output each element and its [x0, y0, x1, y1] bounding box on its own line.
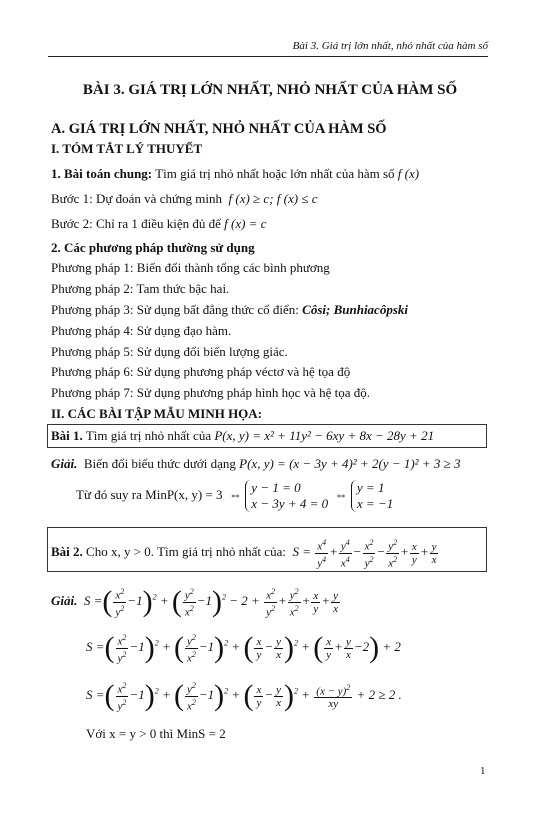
- exercise-2-expr: S = $\frac{x^4}{y^4}$ + $\frac{y^4}{x^4}$ − $\frac{x^2}{y^2}$ − $\frac{y^2}{x^2}$ + $\frac{x}{y}$ + $\frac{y}{x}$: [289, 538, 437, 570]
- method-2: Phương pháp 2: Tam thức bậc hai.: [51, 281, 230, 296]
- solution-2-expr-1: S =( $\frac{x^2}{y^2}$ −1)$^2$ + ( $\frac{y^2}{x^2}$ −1)$^2$ − 2 + $\frac{x^2}{y^2}$ + $\frac{y^2}{x^2}$ + $\frac{x}{y}$ + $\frac{y}{x}$: [80, 585, 338, 619]
- exercise-1-text: Tìm giá trị nhỏ nhất của: [85, 428, 212, 443]
- solution-2-line-1: [51, 586, 341, 618]
- exercise-2-text: Cho x, y > 0. Tìm giá trị nhỏ nhất của:: [86, 544, 286, 560]
- exercise-1-label: Bài 1.: [51, 428, 83, 443]
- step-2: [51, 216, 266, 232]
- solution-1-label: Giải.: [51, 456, 78, 471]
- conclusion-1-text: Từ đó suy ra MinP(x, y) = 3: [76, 486, 223, 502]
- solution-2-expr-2: S =( $\frac{x^2}{y^2}$ −1)$^2$ + ( $\frac{y^2}{x^2}$ −1)$^2$ + ( $\frac{x}{y}$ − $\frac{y}{x}$ )$^2$ + ( $\frac{x}{y}$ + $\frac{y}{x}$ −2) + 2: [86, 631, 401, 665]
- equation-system-2: [351, 480, 393, 512]
- method-1: Phương pháp 1: Biến đổi thành tổng các bình phương: [51, 260, 330, 275]
- method-4: Phương pháp 4: Sử dụng đạo hàm.: [51, 323, 232, 338]
- exercise-1-expr: P(x, y) = x² + 11y² − 6xy + 8x − 28y + 21: [214, 428, 435, 443]
- section-a-heading: A. GIÁ TRỊ LỚN NHẤT, NHỎ NHẤT CỦA HÀM SỐ: [51, 121, 387, 137]
- solution-2-line-2: [86, 632, 401, 664]
- method-3: [51, 302, 408, 318]
- system-2-eq-a: y = 1: [356, 480, 385, 495]
- step-1-text: Bước 1: Dự đoán và chứng minh: [51, 191, 222, 206]
- method-7: Phương pháp 7: Sử dụng phương pháp hình học và hệ tọa độ.: [51, 385, 371, 400]
- exercise-2: [51, 537, 439, 569]
- section-i-heading: I. TÓM TẮT LÝ THUYẾT: [51, 141, 203, 156]
- solution-2-line-3: [86, 680, 402, 712]
- exercise-1: [51, 428, 434, 444]
- step-1: [51, 191, 317, 207]
- problem-fx: f (x): [397, 166, 420, 181]
- header-divider: [48, 56, 488, 57]
- problem-statement: [51, 166, 419, 182]
- step-1-math: f (x) ≥ c; f (x) ≤ c: [228, 191, 318, 206]
- page-number: 1: [480, 765, 486, 777]
- solution-1: [51, 456, 461, 472]
- system-1-eq-b: x − 3y + 4 = 0: [251, 496, 329, 511]
- exercise-2-label: Bài 2.: [51, 544, 83, 560]
- step-2-text: Bước 2: Chỉ ra 1 điều kiện đủ để: [51, 216, 221, 231]
- method-3-bold: Côsi; Bunhiacôpski: [302, 302, 408, 317]
- system-1-eq-a: y − 1 = 0: [251, 480, 301, 495]
- solution-2-label: Giải.: [51, 593, 78, 609]
- method-5: Phương pháp 5: Sử dụng đổi biến lượng giác.: [51, 344, 288, 359]
- equation-system-1: [245, 480, 328, 512]
- conclusion-1: Từ đó suy ra MinP(x, y) = 3 ⇔ y − 1 = 0 x − 3y + 4 = 0 ⇔ y = 1 x = −1: [76, 480, 394, 511]
- solution-2-expr-3: S =( $\frac{x^2}{y^2}$ −1)$^2$ + ( $\frac{y^2}{x^2}$ −1)$^2$ + ( $\frac{x}{y}$ − $\frac{y}{x}$ )$^2$ + $\frac{(x - y)^2}{xy}$ + 2 ≥ 2 .: [86, 679, 402, 713]
- problem-text: Tìm giá trị nhỏ nhất hoặc lớn nhất của hàm số: [155, 166, 395, 181]
- final-result: Với x = y > 0 thì MinS = 2: [86, 726, 226, 741]
- step-2-math: f (x) = c: [224, 216, 267, 231]
- solution-1-text: Biến đổi biểu thức dưới dạng: [83, 456, 236, 471]
- solution-1-expr: P(x, y) = (x − 3y + 4)² + 2(y − 1)² + 3 ≥ 3: [239, 456, 461, 471]
- header-text: Bài 3. Giá trị lớn nhất, nhỏ nhất của hàm số: [292, 40, 488, 52]
- method-6: Phương pháp 6: Sử dụng phương pháp véctơ và hệ tọa độ: [51, 364, 351, 379]
- problem-label: 1. Bài toán chung:: [51, 166, 153, 181]
- method-3-text: Phương pháp 3: Sử dụng bất đẳng thức cổ điển:: [51, 302, 299, 317]
- system-2-eq-b: x = −1: [356, 496, 394, 511]
- page-title: BÀI 3. GIÁ TRỊ LỚN NHẤT, NHỎ NHẤT CỦA HÀM SỐ: [82, 82, 458, 98]
- section-ii-heading: II. CÁC BÀI TẬP MẪU MINH HỌA:: [51, 406, 263, 421]
- methods-heading: 2. Các phương pháp thường sử dụng: [51, 240, 255, 255]
